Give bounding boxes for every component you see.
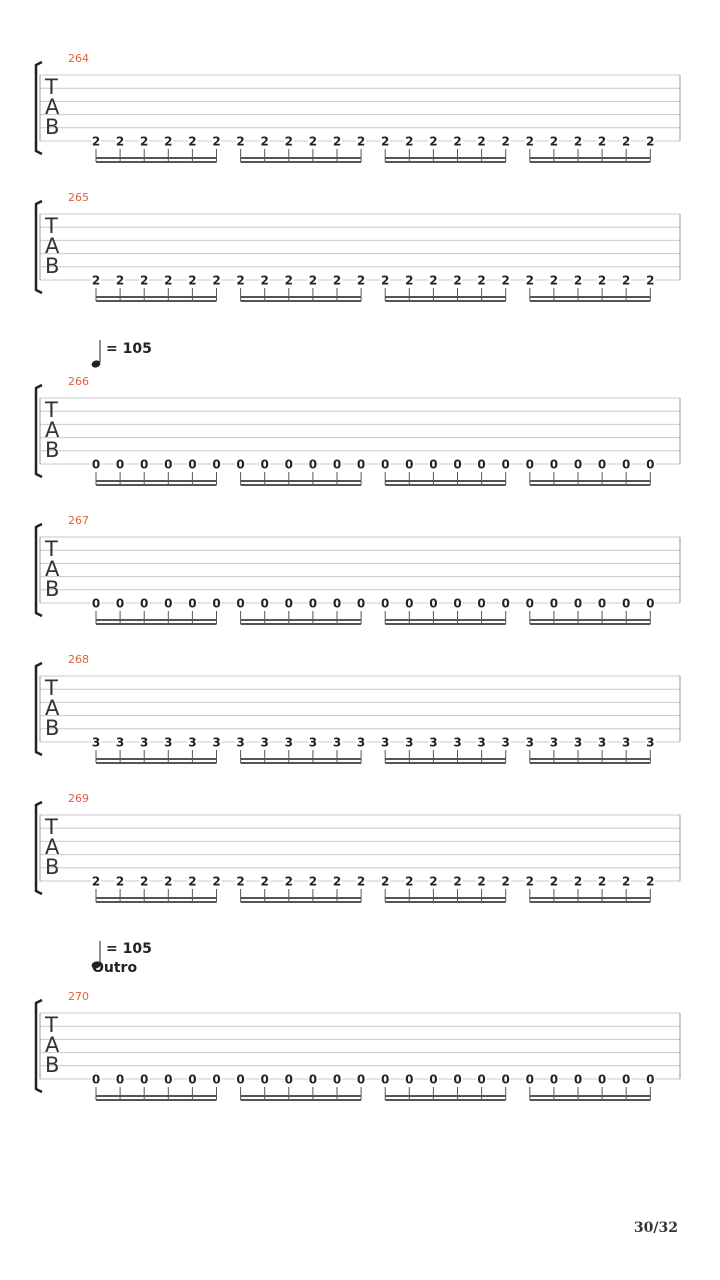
tempo-marking	[91, 340, 152, 369]
tab-clef-letter: A	[45, 234, 60, 258]
fret-number: 0	[91, 457, 101, 472]
fret-number: 2	[308, 273, 318, 288]
fret-number: 2	[91, 273, 101, 288]
tab-clef-letter: T	[45, 214, 58, 238]
measure-number: 264	[68, 52, 89, 65]
fret-number: 3	[91, 735, 101, 750]
fret-number: 3	[525, 735, 534, 750]
fret-number: 2	[453, 273, 462, 288]
staff-lines	[40, 1013, 680, 1079]
fret-number: 2	[308, 874, 318, 889]
tab-clef-letter: A	[45, 696, 60, 720]
fret-number: 2	[260, 273, 269, 288]
fret-number: 0	[453, 1072, 462, 1087]
fret-number: 0	[212, 596, 221, 611]
fret-number: 0	[405, 596, 414, 611]
measure-number: 269	[68, 792, 89, 805]
fret-number: 2	[188, 134, 197, 149]
fret-number: 2	[164, 134, 173, 149]
fret-number: 0	[140, 457, 149, 472]
tab-clef	[44, 815, 60, 879]
fret-number: 2	[622, 134, 631, 149]
fret-number: 2	[501, 874, 510, 889]
staff-bracket	[36, 1000, 42, 1092]
fret-number: 0	[525, 596, 534, 611]
section-marker: Outro	[92, 960, 138, 976]
fret-number: 2	[597, 874, 607, 889]
tab-system	[36, 653, 680, 763]
fret-number: 2	[164, 874, 173, 889]
fret-number: 0	[236, 457, 245, 472]
staff-lines	[40, 75, 680, 141]
fret-number: 2	[91, 874, 101, 889]
fret-number: 0	[477, 457, 486, 472]
fret-number: 0	[284, 1072, 293, 1087]
fret-number: 2	[429, 273, 438, 288]
fret-number: 0	[597, 457, 607, 472]
fret-number: 0	[140, 596, 149, 611]
fret-number: 3	[646, 735, 655, 750]
fret-number: 0	[188, 1072, 197, 1087]
fret-number: 2	[140, 134, 149, 149]
fret-number: 2	[622, 874, 631, 889]
fret-number: 3	[140, 735, 149, 750]
tab-system	[36, 514, 680, 624]
fret-number: 3	[164, 735, 173, 750]
fret-number: 2	[549, 273, 559, 288]
staff-lines	[40, 815, 680, 881]
fret-number: 0	[381, 596, 390, 611]
fret-number: 2	[477, 273, 486, 288]
fret-number: 0	[115, 596, 125, 611]
fret-number: 2	[284, 273, 293, 288]
tab-clef-letter: T	[45, 815, 58, 839]
tab-clef	[44, 537, 60, 601]
fret-number: 2	[405, 273, 414, 288]
tab-clef-letter: B	[45, 1053, 60, 1077]
fret-number: 3	[284, 735, 293, 750]
note-group	[91, 1072, 655, 1100]
fret-number: 0	[405, 457, 414, 472]
tab-clef-letter: A	[45, 557, 60, 581]
fret-number: 2	[115, 273, 125, 288]
tab-clef-letter: T	[45, 676, 58, 700]
fret-number: 3	[260, 735, 269, 750]
tempo-value: = 105	[106, 341, 152, 357]
fret-number: 2	[260, 134, 269, 149]
fret-number: 0	[236, 1072, 245, 1087]
fret-number: 0	[429, 1072, 438, 1087]
fret-number: 0	[236, 596, 245, 611]
staff-bracket	[36, 663, 42, 755]
fret-number: 3	[573, 735, 583, 750]
fret-number: 3	[501, 735, 510, 750]
tab-system	[36, 191, 680, 301]
tab-system	[36, 792, 680, 902]
fret-number: 3	[356, 735, 366, 750]
fret-number: 0	[332, 1072, 342, 1087]
tab-clef-letter: T	[45, 1013, 58, 1037]
tab-system	[36, 52, 680, 162]
measure-number: 266	[68, 375, 89, 388]
fret-number: 2	[453, 874, 462, 889]
measure-number: 265	[68, 191, 89, 204]
fret-number: 2	[477, 134, 486, 149]
fret-number: 2	[646, 874, 655, 889]
fret-number: 2	[236, 134, 245, 149]
fret-number: 2	[188, 874, 197, 889]
tab-system	[36, 941, 680, 1100]
fret-number: 3	[453, 735, 462, 750]
staff-bracket	[36, 524, 42, 616]
fret-number: 0	[501, 457, 510, 472]
tempo-value: = 105	[106, 941, 152, 957]
fret-number: 0	[622, 596, 631, 611]
fret-number: 2	[260, 874, 269, 889]
staff-bracket	[36, 201, 42, 293]
fret-number: 0	[501, 1072, 510, 1087]
fret-number: 0	[284, 457, 293, 472]
tab-clef	[44, 676, 60, 740]
fret-number: 0	[622, 1072, 631, 1087]
fret-number: 0	[597, 1072, 607, 1087]
fret-number: 2	[405, 134, 414, 149]
fret-number: 2	[332, 273, 342, 288]
fret-number: 2	[140, 273, 149, 288]
fret-number: 2	[597, 273, 607, 288]
fret-number: 2	[501, 134, 510, 149]
fret-number: 2	[212, 273, 221, 288]
tab-clef-letter: B	[45, 855, 60, 879]
tab-clef-letter: B	[45, 716, 60, 740]
tab-clef	[44, 398, 60, 462]
tab-clef	[44, 75, 60, 139]
measure-number: 270	[68, 990, 89, 1003]
fret-number: 0	[549, 457, 559, 472]
fret-number: 0	[188, 457, 197, 472]
fret-number: 0	[164, 596, 173, 611]
fret-number: 2	[549, 134, 559, 149]
staff-lines	[40, 537, 680, 603]
fret-number: 0	[597, 596, 607, 611]
fret-number: 0	[477, 1072, 486, 1087]
fret-number: 0	[453, 457, 462, 472]
fret-number: 0	[115, 1072, 125, 1087]
fret-number: 3	[622, 735, 631, 750]
fret-number: 2	[597, 134, 607, 149]
fret-number: 0	[164, 1072, 173, 1087]
fret-number: 0	[573, 1072, 583, 1087]
note-group	[91, 874, 655, 902]
fret-number: 0	[308, 1072, 318, 1087]
tab-clef	[44, 1013, 60, 1077]
fret-number: 0	[405, 1072, 414, 1087]
fret-number: 2	[236, 874, 245, 889]
fret-number: 0	[164, 457, 173, 472]
fret-number: 3	[188, 735, 197, 750]
fret-number: 2	[356, 134, 366, 149]
fret-number: 2	[308, 134, 318, 149]
fret-number: 3	[549, 735, 559, 750]
tab-clef-letter: A	[45, 418, 60, 442]
fret-number: 2	[356, 273, 366, 288]
fret-number: 0	[622, 457, 631, 472]
fret-number: 2	[212, 874, 221, 889]
fret-number: 0	[573, 457, 583, 472]
fret-number: 2	[164, 273, 173, 288]
fret-number: 0	[284, 596, 293, 611]
fret-number: 2	[429, 134, 438, 149]
fret-number: 2	[356, 874, 366, 889]
note-group	[91, 273, 655, 301]
fret-number: 2	[429, 874, 438, 889]
fret-number: 0	[525, 1072, 534, 1087]
fret-number: 0	[453, 596, 462, 611]
fret-number: 2	[236, 273, 245, 288]
fret-number: 2	[91, 134, 101, 149]
fret-number: 0	[501, 596, 510, 611]
fret-number: 0	[212, 457, 221, 472]
note-group	[91, 457, 655, 485]
fret-number: 0	[429, 457, 438, 472]
fret-number: 2	[453, 134, 462, 149]
fret-number: 2	[115, 134, 125, 149]
fret-number: 0	[140, 1072, 149, 1087]
fret-number: 2	[405, 874, 414, 889]
tab-clef-letter: B	[45, 438, 60, 462]
fret-number: 0	[115, 457, 125, 472]
fret-number: 0	[646, 596, 655, 611]
fret-number: 0	[212, 1072, 221, 1087]
fret-number: 3	[115, 735, 125, 750]
fret-number: 2	[284, 874, 293, 889]
fret-number: 2	[212, 134, 221, 149]
tab-clef-letter: T	[45, 75, 58, 99]
fret-number: 0	[356, 596, 366, 611]
fret-number: 0	[91, 596, 101, 611]
tab-clef	[44, 214, 60, 278]
fret-number: 2	[646, 273, 655, 288]
fret-number: 2	[573, 273, 583, 288]
fret-number: 3	[405, 735, 414, 750]
fret-number: 2	[332, 134, 342, 149]
page-number: 30/32	[633, 1220, 678, 1236]
fret-number: 3	[236, 735, 245, 750]
staff-bracket	[36, 385, 42, 477]
fret-number: 0	[308, 457, 318, 472]
fret-number: 3	[332, 735, 342, 750]
note-group	[91, 134, 655, 162]
fret-number: 0	[356, 457, 366, 472]
fret-number: 2	[477, 874, 486, 889]
tab-system	[36, 340, 680, 485]
note-group	[91, 596, 655, 624]
staff-bracket	[36, 62, 42, 154]
fret-number: 0	[381, 457, 390, 472]
fret-number: 2	[573, 874, 583, 889]
fret-number: 2	[573, 134, 583, 149]
tab-clef-letter: A	[45, 835, 60, 859]
fret-number: 0	[260, 596, 269, 611]
fret-number: 0	[332, 457, 342, 472]
tab-clef-letter: T	[45, 398, 58, 422]
tab-clef-letter: B	[45, 115, 60, 139]
tab-clef-letter: B	[45, 254, 60, 278]
staff-lines	[40, 398, 680, 464]
fret-number: 2	[525, 134, 534, 149]
fret-number: 2	[284, 134, 293, 149]
fret-number: 2	[115, 874, 125, 889]
tab-clef-letter: B	[45, 577, 60, 601]
fret-number: 2	[622, 273, 631, 288]
fret-number: 0	[646, 457, 655, 472]
staff-bracket	[36, 802, 42, 894]
fret-number: 0	[188, 596, 197, 611]
fret-number: 0	[356, 1072, 366, 1087]
measure-number: 268	[68, 653, 89, 666]
fret-number: 0	[549, 1072, 559, 1087]
fret-number: 2	[332, 874, 342, 889]
tab-clef-letter: A	[45, 95, 60, 119]
fret-number: 0	[381, 1072, 390, 1087]
fret-number: 2	[646, 134, 655, 149]
note-group	[91, 735, 655, 763]
fret-number: 3	[429, 735, 438, 750]
fret-number: 2	[549, 874, 559, 889]
fret-number: 3	[477, 735, 486, 750]
measure-number: 267	[68, 514, 89, 527]
staff-lines	[40, 676, 680, 742]
fret-number: 3	[308, 735, 318, 750]
fret-number: 0	[91, 1072, 101, 1087]
fret-number: 0	[332, 596, 342, 611]
tab-clef-letter: T	[45, 537, 58, 561]
fret-number: 0	[549, 596, 559, 611]
fret-number: 2	[525, 874, 534, 889]
fret-number: 2	[381, 273, 390, 288]
fret-number: 2	[381, 134, 390, 149]
fret-number: 0	[429, 596, 438, 611]
fret-number: 0	[525, 457, 534, 472]
fret-number: 0	[308, 596, 318, 611]
fret-number: 2	[501, 273, 510, 288]
fret-number: 2	[188, 273, 197, 288]
fret-number: 0	[260, 1072, 269, 1087]
fret-number: 3	[381, 735, 390, 750]
fret-number: 3	[212, 735, 221, 750]
tab-clef-letter: A	[45, 1033, 60, 1057]
fret-number: 2	[525, 273, 534, 288]
fret-number: 3	[597, 735, 607, 750]
staff-lines	[40, 214, 680, 280]
fret-number: 0	[646, 1072, 655, 1087]
fret-number: 0	[477, 596, 486, 611]
fret-number: 0	[573, 596, 583, 611]
fret-number: 0	[260, 457, 269, 472]
fret-number: 2	[381, 874, 390, 889]
fret-number: 2	[140, 874, 149, 889]
